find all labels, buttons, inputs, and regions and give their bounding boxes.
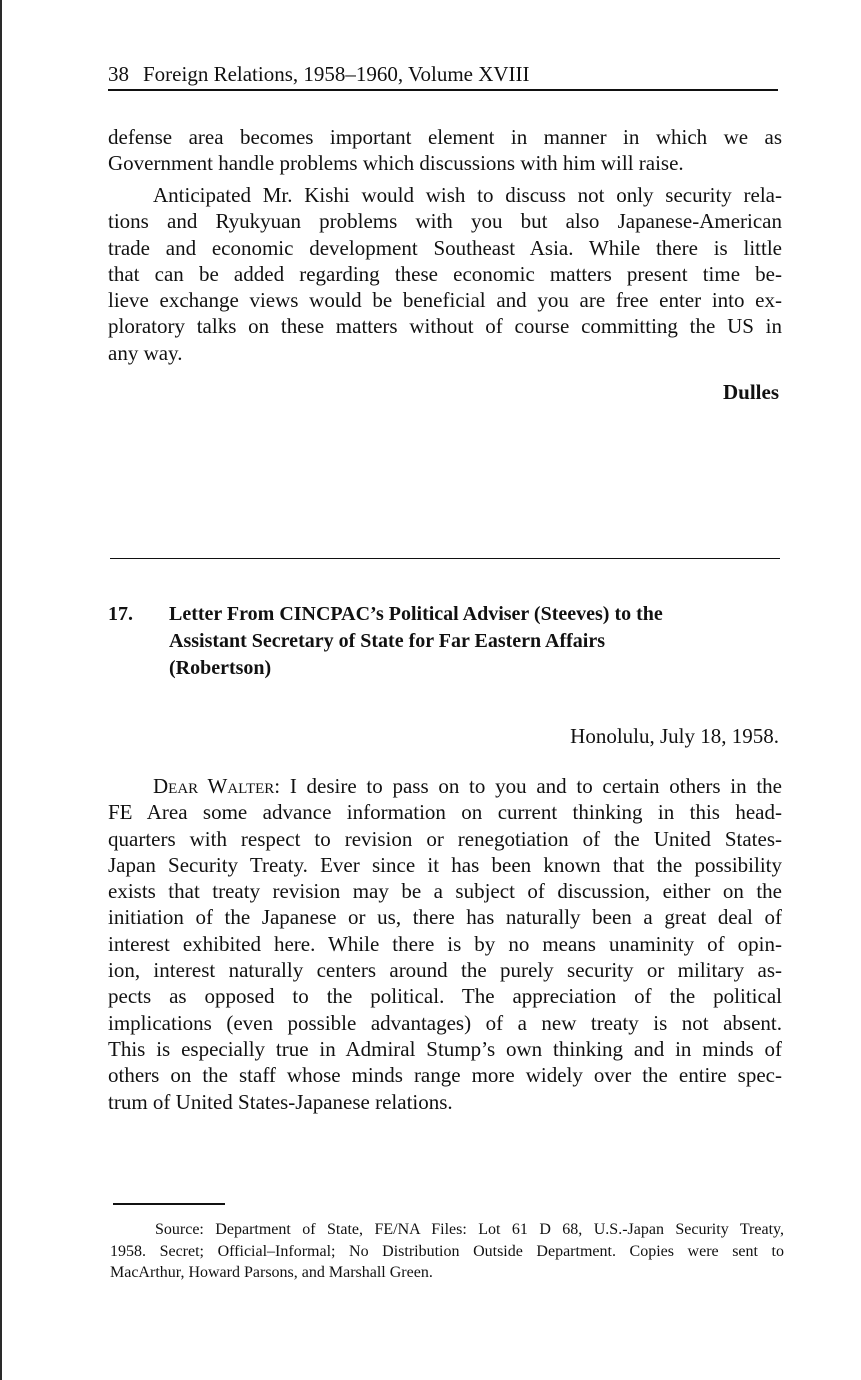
previous-document-paragraph-1 <box>108 124 782 177</box>
book-title: Foreign Relations, 1958–1960, Volume XVIII <box>143 62 530 86</box>
dateline: Honolulu, July 18, 1958. <box>570 724 779 748</box>
footnote-line: Source: Department of State, FE/NA Files: Lot 61 D 68, U.S.-Japan Security Treaty, <box>155 1221 784 1238</box>
text-line: FE Area some advance information on current thinking in this head- <box>108 800 782 825</box>
salutation: Dear Walter: <box>153 774 281 798</box>
text-line: ploratory talks on these matters without of course committing the US in <box>108 314 782 339</box>
text-line: lieve exchange views would be beneficial and you are free enter into ex- <box>108 288 782 313</box>
title-line: (Robertson) <box>169 657 272 679</box>
text-line: Japan Security Treaty. Ever since it has been known that the possibility <box>108 852 782 877</box>
document-number: 17. <box>108 603 133 625</box>
footnote-line: 1958. Secret; Official–Informal; No Distribution Outside Department. Copies were sent to <box>110 1242 784 1260</box>
title-line: Letter From CINCPAC’s Political Adviser (Steeves) to the <box>169 603 663 625</box>
page-number: 38 <box>108 62 129 86</box>
footnote-line: MacArthur, Howard Parsons, and Marshall Green. <box>110 1264 433 1281</box>
text-line: exists that treaty revision may be a subject of discussion, either on the <box>108 879 782 904</box>
previous-document-paragraph-2 <box>108 182 782 366</box>
text-line: This is especially true in Admiral Stump’s own thinking and in minds of <box>108 1036 782 1061</box>
signature-dulles: Dulles <box>722 380 779 404</box>
document-title <box>169 601 769 682</box>
text-line: Anticipated Mr. Kishi would wish to discuss not only security rela- <box>153 183 782 207</box>
text-line: ion, interest naturally centers around the purely security or military as- <box>108 958 782 983</box>
text-line: trum of United States-Japanese relations. <box>108 1089 453 1114</box>
text-line: quarters with respect to revision or renegotiation of the United States- <box>108 826 782 851</box>
text-line: defense area becomes important element in manner in which we as <box>108 125 782 149</box>
page-edge-border <box>0 0 2 1380</box>
text-line: interest exhibited here. While there is by no means unaminity of opin- <box>108 931 782 956</box>
document-separator <box>110 558 780 559</box>
text-line <box>108 773 782 799</box>
text-line: tions and Ryukyuan problems with you but also Japanese-American <box>108 209 782 234</box>
text-line: initiation of the Japanese or us, there has naturally been a great deal of <box>108 905 782 930</box>
text-line: Government handle problems which discussions with him will raise. <box>108 151 684 176</box>
footnote-rule <box>113 1203 225 1205</box>
text-line: others on the staff whose minds range more widely over the entire spec- <box>108 1063 782 1088</box>
text-line: that can be added regarding these economic matters present time be- <box>108 261 782 286</box>
letter-body <box>108 773 782 1115</box>
text-line: any way. <box>108 340 183 365</box>
text-line: implications (even possible advantages) of a new treaty is not absent. <box>108 1010 782 1035</box>
source-footnote <box>110 1219 784 1284</box>
text-line-rest: I desire to pass on to you and to certain others in the <box>280 774 782 798</box>
text-line: trade and economic development Southeast Asia. While there is little <box>108 235 782 260</box>
title-line: Assistant Secretary of State for Far Eastern Affairs <box>169 630 606 652</box>
text-line: pects as opposed to the political. The appreciation of the political <box>108 984 782 1009</box>
running-header <box>108 60 778 91</box>
